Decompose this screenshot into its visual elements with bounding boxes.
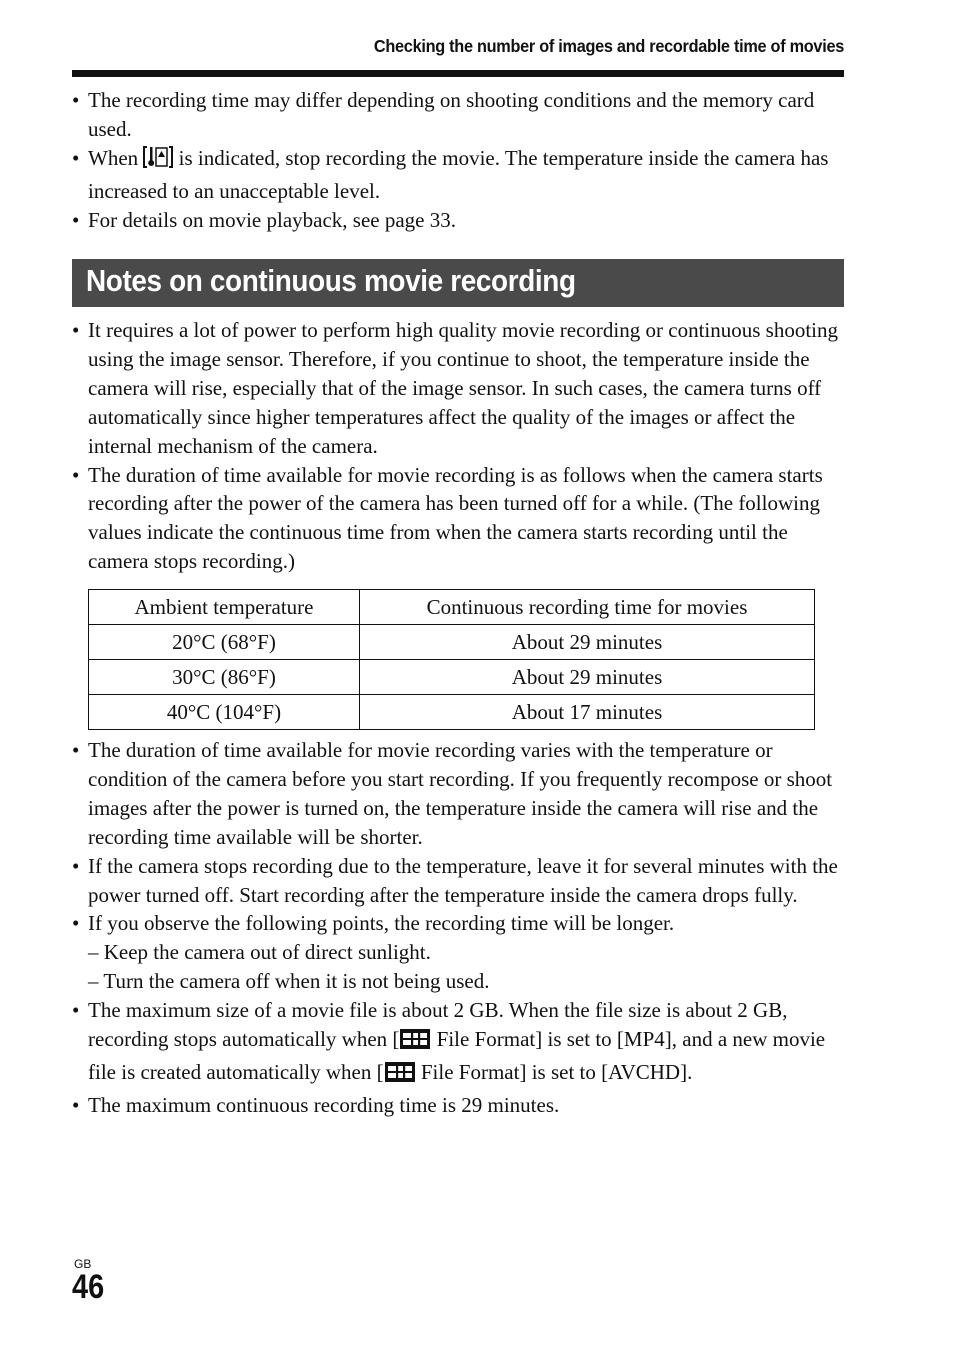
note-text: If you observe the following points, the recording time will be longer.	[88, 911, 675, 936]
table-row	[89, 695, 815, 730]
note-text: File Format] is set to [MP4], and a new movie file is created automatically when [	[88, 1027, 826, 1084]
list-item: • The recording time may differ depending on shooting conditions and the memory card used.	[72, 88, 815, 141]
note-text: It requires a lot of power to perform high quality movie recording or continuous shooting using the image sensor. Therefore, if you continue to shoot, the temperature inside the camera will rise, especially that of the image sensor. In such cases, the camera turns off automatically since higher temperatures affect the quality of the images or affect the internal mechanism of the camera.	[88, 318, 839, 458]
note-text: For details on movie playback, see page 33.	[88, 207, 456, 232]
table-header-row	[89, 590, 815, 625]
continuous-notes-list	[72, 316, 844, 576]
list-item: • The maximum continuous recording time is 29 minutes.	[72, 1092, 560, 1117]
list-item: • For details on movie playback, see page 33.	[72, 207, 456, 232]
list-item: • If you observe the following points, the recording time will be longer. – Keep the camera out of direct sunlight. – Turn the camera off when it is not being used.	[72, 909, 844, 996]
note-text: The duration of time available for movie recording is as follows when the camera starts recording after the power of the camera has been turned off for a while. (The following values indicate the continuous time from when the camera starts recording until the camera stops recording.)	[88, 462, 823, 574]
note-text: The maximum size of a movie file is about 2 GB. When the file size is about 2 GB, recording stops automatically when [	[88, 998, 788, 1052]
table-row	[89, 625, 815, 660]
page-number: 46	[72, 1268, 105, 1306]
list-item: • It requires a lot of power to perform high quality movie recording or continuous shooting using the image sensor. Therefore, if you continue to shoot, the temperature inside the camera will rise, especially that of the image sensor. In such cases, the camera turns off automatically since higher temperatures affect the quality of the images or affect the internal mechanism of the camera.	[72, 318, 839, 458]
table-cell: About 29 minutes	[360, 625, 815, 660]
table-cell: 40°C (104°F)	[89, 695, 360, 730]
section-heading-bar	[72, 259, 844, 307]
list-item: • The maximum size of a movie file is about 2 GB. When the file size is about 2 GB, recording stops automatically when [ File Format] is set to [MP4], and a new movie file is created automatically when [ File Format] is set to [AVCHD].	[72, 996, 844, 1091]
list-item: • If the camera stops recording due to the temperature, leave it for several minutes with the power turned off. Start recording after the temperature inside the camera drops fully.	[72, 853, 838, 907]
list-item: • The duration of time available for movie recording varies with the temperature or condition of the camera before you start recording. If you frequently recompose or shoot images after the power is turned on, the temperature inside the camera will rise and the recording time available will be shorter.	[72, 738, 833, 849]
note-text-after: is indicated, stop recording the movie. The temperature inside the camera has increased to an unacceptable level.	[88, 145, 829, 203]
table-header-cell: Ambient temperature	[89, 590, 360, 625]
region-code: GB	[74, 1257, 92, 1271]
list-item: • When is indicated, stop recording the movie. The temperature inside the camera has increased to an unacceptable level.	[72, 145, 829, 203]
intro-notes-list	[72, 86, 844, 235]
note-text-before: When	[88, 145, 144, 170]
additional-notes-list	[72, 736, 844, 1120]
list-item: • The duration of time available for movie recording is as follows when the camera starts recording after the power of the camera has been turned off for a while. (The following values indicate the continuous time from when the camera starts recording until the camera stops recording.)	[72, 462, 823, 574]
section-title: Notes on continuous movie recording	[86, 263, 576, 298]
note-text: The recording time may differ depending on shooting conditions and the memory card used.	[88, 88, 815, 141]
table-cell: About 17 minutes	[360, 695, 815, 730]
overheat-warning-icon	[143, 145, 173, 177]
table-row	[89, 660, 815, 695]
movie-film-icon	[384, 1061, 416, 1091]
sub-item: – Turn the camera off when it is not being used.	[88, 969, 490, 994]
running-header: Checking the number of images and recordable time of movies	[373, 36, 844, 56]
movie-film-icon	[399, 1028, 431, 1058]
table-cell: About 29 minutes	[360, 660, 815, 695]
note-text: If the camera stops recording due to the temperature, leave it for several minutes with the power turned off. Start recording after the temperature inside the camera drops fully.	[88, 853, 838, 907]
sub-item: – Keep the camera out of direct sunlight.	[88, 940, 431, 965]
note-text: File Format] is set to [AVCHD].	[415, 1059, 693, 1084]
recording-time-table	[88, 589, 815, 730]
note-text: The duration of time available for movie recording varies with the temperature or condition of the camera before you start recording. If you frequently recompose or shoot images after the power is turned on, the temperature inside the camera will rise and the recording time available will be shorter.	[88, 738, 833, 849]
table-header-cell: Continuous recording time for movies	[360, 590, 815, 625]
header-rule	[72, 70, 844, 77]
note-text: The maximum continuous recording time is 29 minutes.	[88, 1092, 560, 1117]
table-cell: 20°C (68°F)	[89, 625, 360, 660]
table-cell: 30°C (86°F)	[89, 660, 360, 695]
